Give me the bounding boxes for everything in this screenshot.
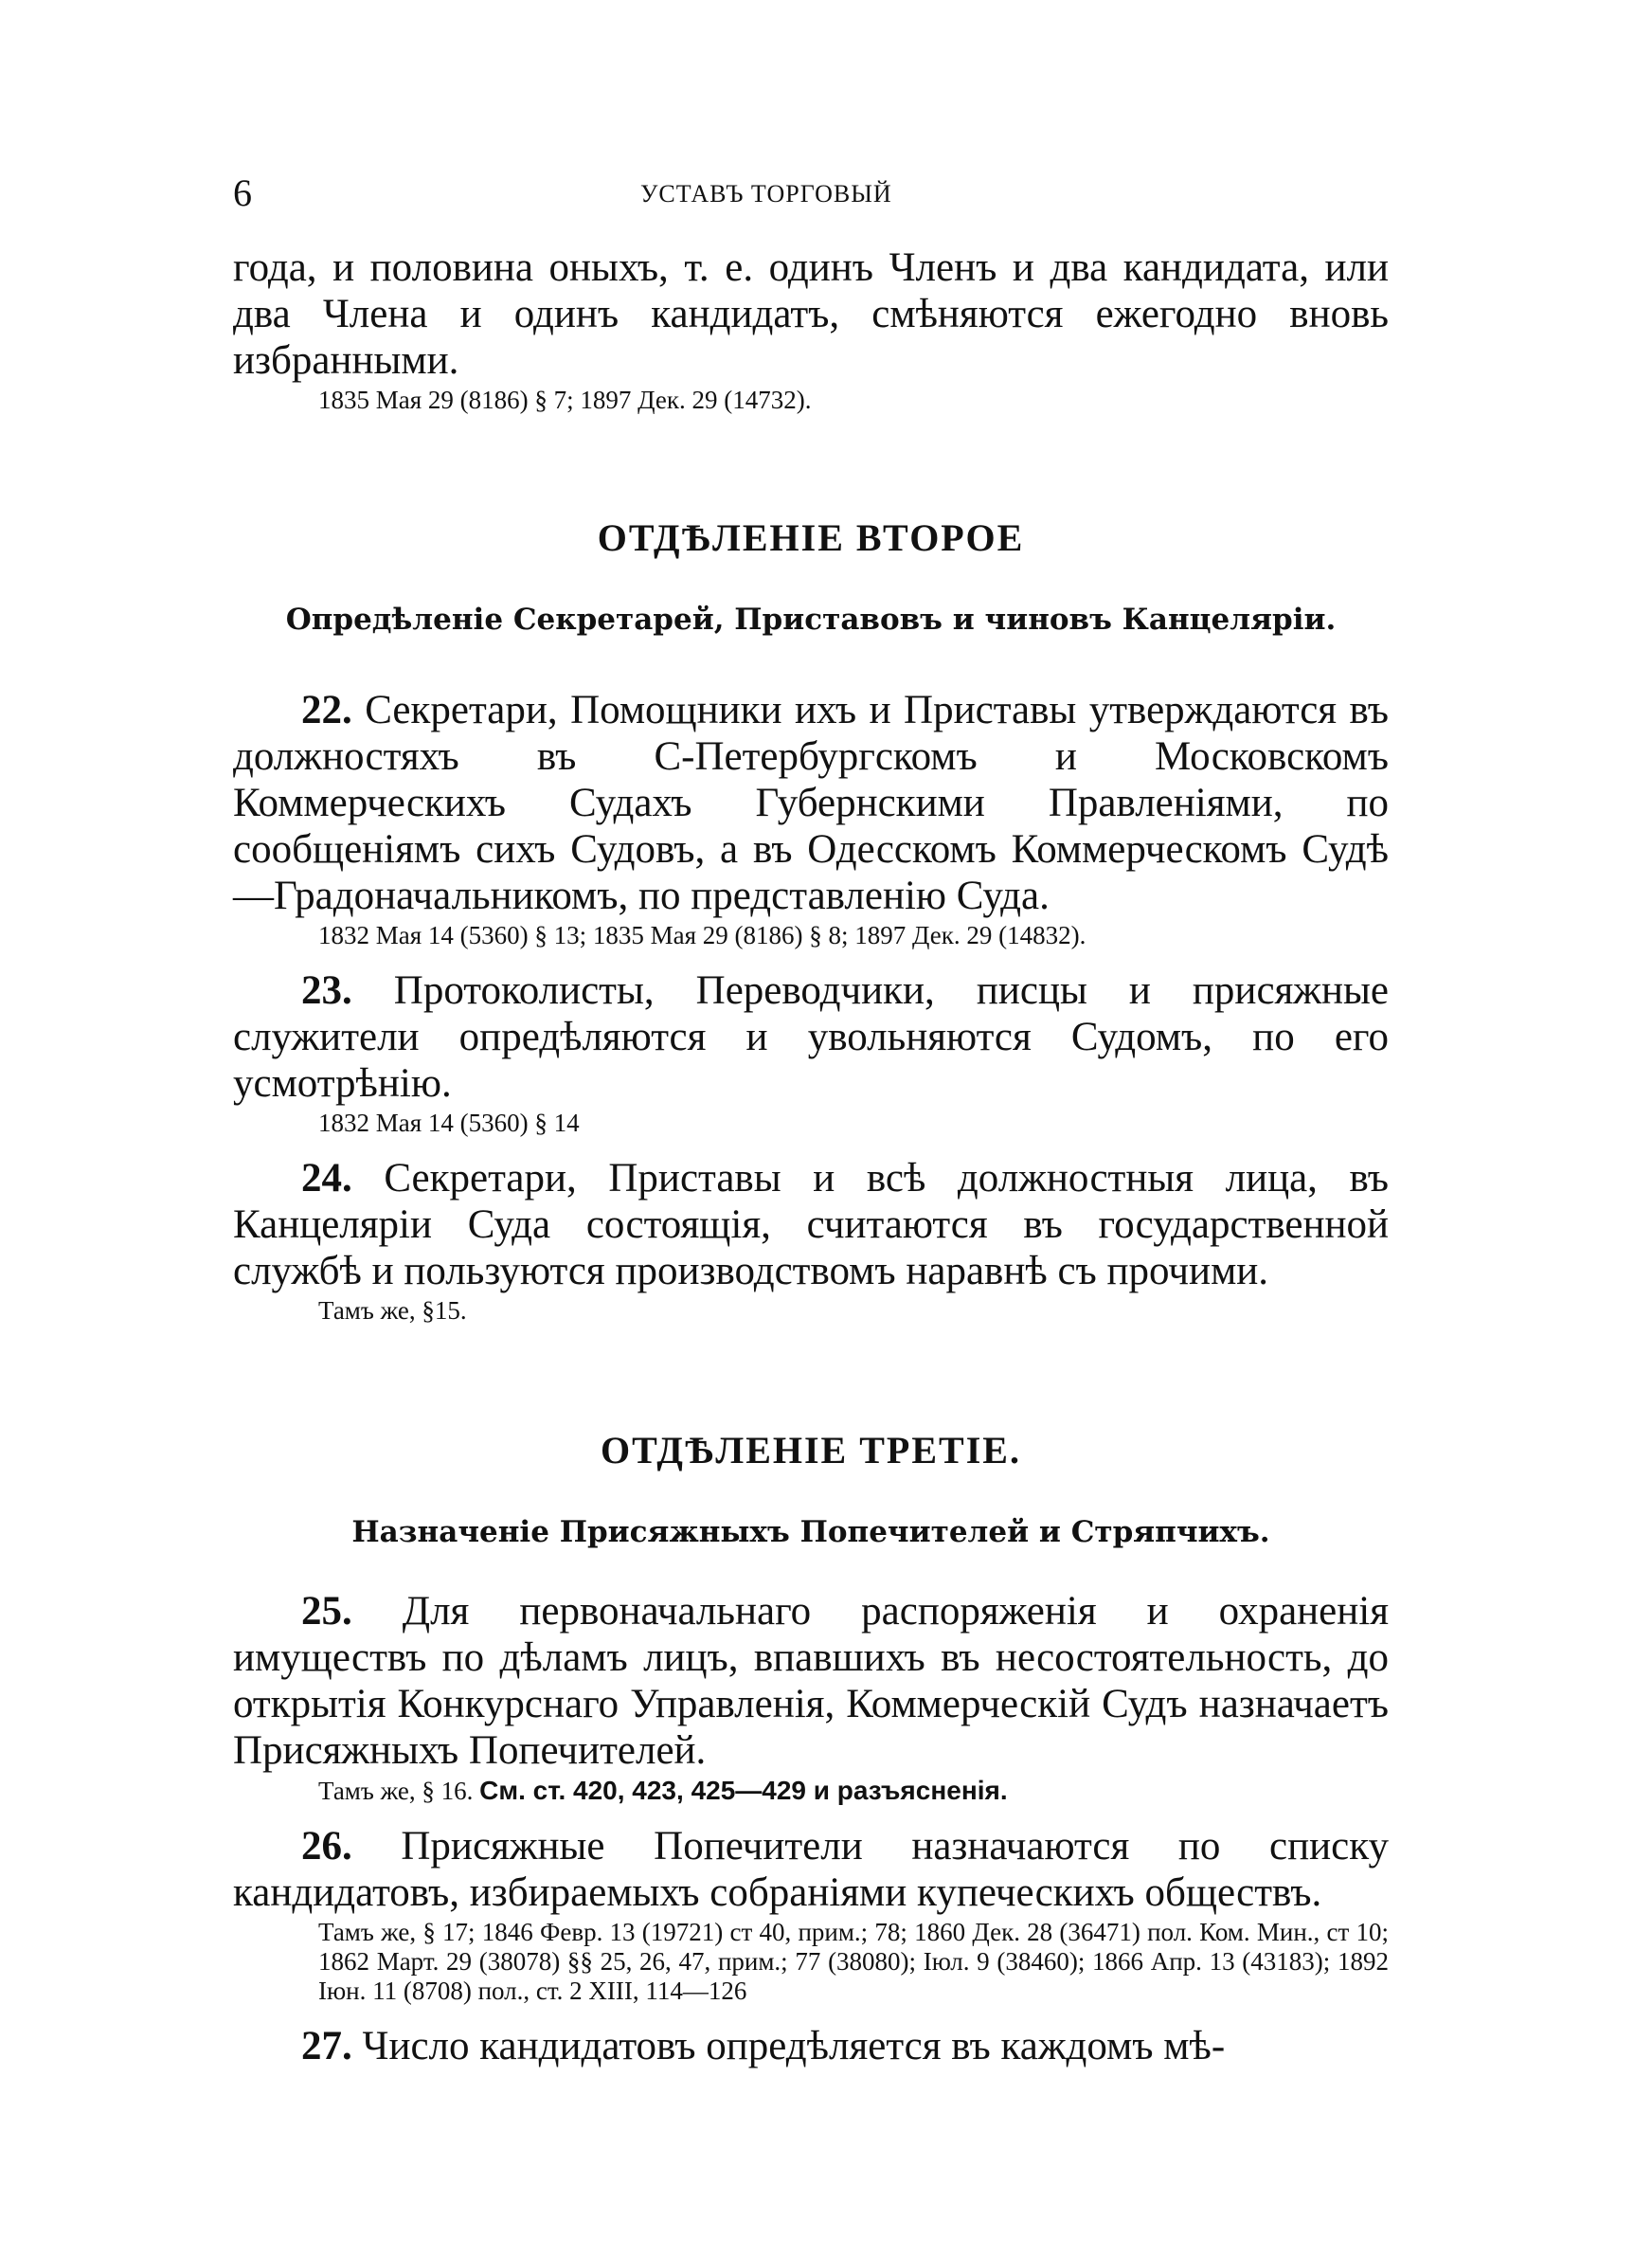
- article-25: [233, 1588, 1389, 1806]
- page-header: [233, 171, 1389, 227]
- article-text: [233, 1823, 1389, 1916]
- section-two-subtitle: Опредѣленіе Секретарей, Приставовъ и чиновъ Канцеляріи.: [285, 603, 1337, 637]
- article-27: [233, 2023, 1389, 2069]
- section-three-subtitle: Назначеніе Присяжныхъ Попечителей и Стряпчихъ.: [351, 1515, 1270, 1549]
- article-citation: Тамъ же, §15.: [318, 1296, 467, 1325]
- article-text: [233, 1588, 1389, 1774]
- citation-text: Тамъ же, § 16.: [318, 1777, 474, 1805]
- article-body: Секретари, Помощники ихъ и Приставы утверждаются въ должностяхъ въ С-Петербургскомъ и Московскомъ Коммерческихъ Судахъ Губернскими Правленіями, по сообщеніямъ сихъ Судовъ, а въ Одесскомъ Коммерческомъ Судѣ—Градоначальникомъ, по представленію Суда.: [233, 688, 1389, 918]
- article-text: [233, 1155, 1389, 1294]
- article-26: [233, 1823, 1389, 2006]
- section-three-title: ОТДѢЛЕНІЕ ТРЕТІЕ.: [601, 1429, 1021, 1472]
- article-citation: 1832 Мая 14 (5360) § 14: [318, 1109, 580, 1137]
- article-number: 24.: [301, 1156, 352, 1201]
- article-24: [233, 1155, 1389, 1326]
- article-text: [233, 967, 1389, 1107]
- article-22: [233, 687, 1389, 950]
- article-body: Число кандидатовъ опредѣляется въ каждомъ мѣ-: [351, 2024, 1226, 2068]
- article-text: [233, 687, 1389, 919]
- article-body: Протоколисты, Переводчики, писцы и присяжные служители опредѣляются и увольняются Судомъ, по его усмотрѣнію.: [233, 968, 1389, 1106]
- page-number: 6: [233, 172, 252, 214]
- article-citation: [318, 1776, 1389, 1806]
- intro-block: [233, 244, 1389, 415]
- citation-cross-reference: См. ст. 420, 423, 425—429 и разъясненія.: [479, 1776, 1008, 1805]
- article-number: 25.: [301, 1589, 352, 1634]
- article-number: 26.: [301, 1824, 352, 1869]
- article-number: 27.: [301, 2024, 352, 2068]
- article-body: Для первоначальнаго распоряженія и охраненія имуществъ по дѣламъ лицъ, впавшихъ въ несостоятельность, до открытія Конкурснаго Управленія, Коммерческій Судъ назначаетъ Присяжныхъ Попечителей.: [233, 1589, 1389, 1773]
- article-number: 22.: [301, 688, 352, 732]
- article-text: [233, 2023, 1389, 2069]
- document-page: [233, 171, 1389, 2069]
- article-number: 23.: [301, 968, 352, 1013]
- intro-paragraph: года, и половина оныхъ, т. е. одинъ Членъ и два кандидата, или два Члена и одинъ кандидатъ, смѣняются ежегодно вновь избранными.: [233, 245, 1389, 383]
- article-citation: 1832 Мая 14 (5360) § 13; 1835 Мая 29 (8186) § 8; 1897 Дек. 29 (14832).: [318, 921, 1086, 949]
- article-body: Секретари, Приставы и всѣ должностныя лица, въ Канцеляріи Суда состоящія, считаются въ государственной службѣ и пользуются производствомъ наравнѣ съ прочими.: [233, 1156, 1389, 1293]
- intro-citation: 1835 Мая 29 (8186) § 7; 1897 Дек. 29 (14732).: [318, 386, 812, 414]
- running-title: УСТАВЪ ТОРГОВЫЙ: [640, 180, 892, 208]
- article-23: [233, 967, 1389, 1138]
- section-two-title: ОТДѢЛЕНІЕ ВТОРОЕ: [597, 516, 1025, 559]
- article-body: Присяжные Попечители назначаются по списку кандидатовъ, избираемыхъ собраніями купеческихъ обществъ.: [233, 1824, 1389, 1915]
- article-citation: Тамъ же, § 17; 1846 Февр. 13 (19721) ст 40, прим.; 78; 1860 Дек. 28 (36471) пол. Ком. Мин., ст 10; 1862 Март. 29 (38078) §§ 25, 26, 47, прим.; 77 (38080); Іюл. 9 (38460); 1866 Апр. 13 (43183); 1892 Іюн. 11 (8708) пол., ст. 2 XIII, 114—126: [318, 1918, 1389, 2005]
